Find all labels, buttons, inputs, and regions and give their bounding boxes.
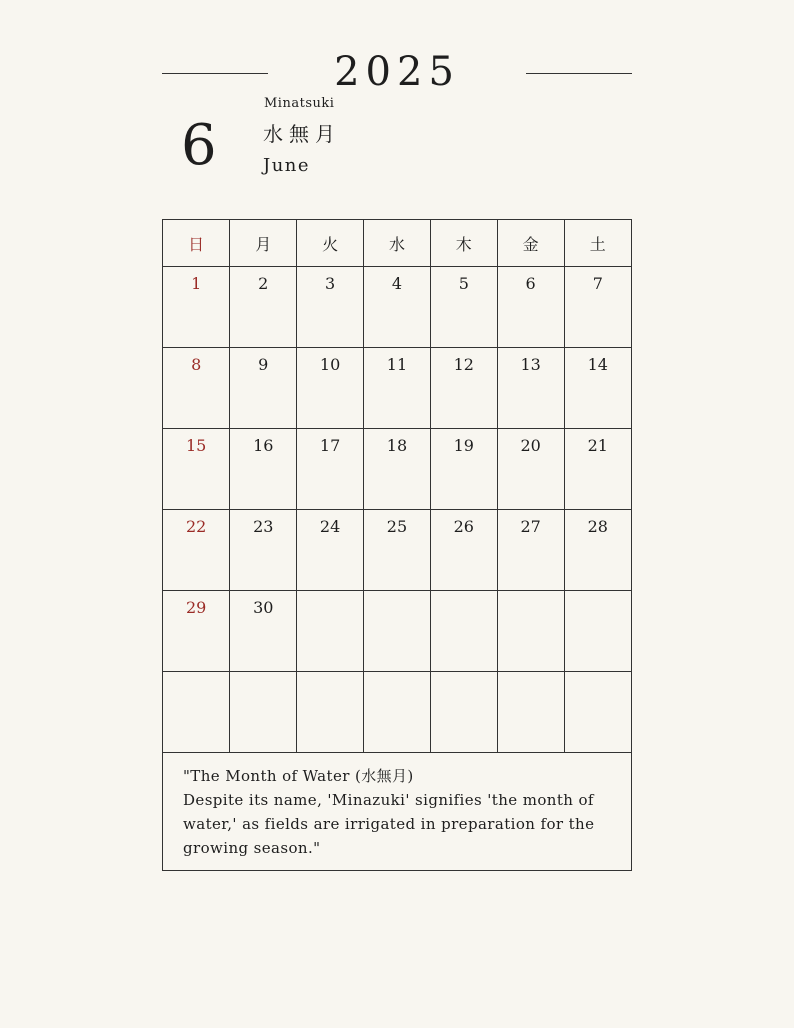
day-number: 24 (319, 517, 341, 536)
day-number: 22 (185, 517, 207, 536)
day-number: 27 (520, 517, 541, 536)
day-number (297, 591, 363, 599)
weekday-monday: 月 (230, 220, 297, 267)
month-romaji: Minatsuki (264, 96, 335, 111)
day-number: 29 (185, 598, 207, 617)
day-cell (564, 429, 631, 510)
day-number: 28 (587, 517, 608, 536)
day-cell (230, 591, 297, 672)
day-cell (364, 672, 431, 753)
day-cell (564, 510, 631, 591)
day-cell (297, 510, 364, 591)
day-number: 9 (258, 355, 269, 374)
header-rule-left (162, 73, 268, 74)
month-note (163, 753, 631, 860)
day-cell (497, 267, 564, 348)
weekday-wednesday: 水 (364, 220, 431, 267)
day-cell (564, 348, 631, 429)
day-number: 26 (453, 517, 474, 536)
day-number: 20 (520, 436, 541, 455)
weekday-thursday: 木 (430, 220, 497, 267)
week-row (163, 348, 631, 429)
day-cell (497, 672, 564, 753)
week-row (163, 510, 631, 591)
day-number (364, 672, 430, 680)
day-cell (163, 429, 230, 510)
calendar-weeks (163, 267, 631, 753)
day-cell (163, 510, 230, 591)
day-cell (297, 267, 364, 348)
day-number: 17 (319, 436, 341, 455)
day-cell (564, 591, 631, 672)
day-cell (297, 672, 364, 753)
day-number: 23 (253, 517, 274, 536)
day-cell (497, 348, 564, 429)
day-cell (497, 510, 564, 591)
day-number (364, 591, 430, 599)
day-cell (364, 267, 431, 348)
day-number: 11 (386, 355, 408, 374)
day-cell (297, 348, 364, 429)
day-number (431, 672, 497, 680)
day-cell (564, 672, 631, 753)
weekday-saturday: 土 (564, 220, 631, 267)
week-row (163, 591, 631, 672)
day-cell (564, 267, 631, 348)
day-cell (230, 267, 297, 348)
day-number: 18 (386, 436, 408, 455)
month-kanji: 水無月 (263, 122, 341, 146)
day-cell (163, 267, 230, 348)
day-number (565, 591, 631, 599)
day-cell (230, 429, 297, 510)
week-row (163, 672, 631, 753)
day-number: 10 (319, 355, 341, 374)
day-number: 7 (592, 274, 603, 293)
day-number: 3 (325, 274, 336, 293)
weekday-friday: 金 (497, 220, 564, 267)
day-cell (297, 429, 364, 510)
day-cell (163, 348, 230, 429)
day-cell (430, 591, 497, 672)
day-cell (497, 591, 564, 672)
calendar-table (163, 220, 631, 753)
month-english: June (263, 155, 311, 176)
day-cell (430, 267, 497, 348)
day-cell (364, 348, 431, 429)
day-number: 30 (253, 598, 274, 617)
day-cell (364, 429, 431, 510)
weekday-sunday: 日 (163, 220, 230, 267)
day-number: 15 (185, 436, 207, 455)
day-number: 25 (386, 517, 408, 536)
day-number: 12 (453, 355, 474, 374)
day-number: 19 (453, 436, 474, 455)
day-number (230, 672, 296, 680)
day-number: 2 (258, 274, 269, 293)
day-cell (364, 510, 431, 591)
header-rule-right (526, 73, 632, 74)
week-row (163, 429, 631, 510)
day-cell (430, 510, 497, 591)
day-number (498, 672, 564, 680)
weekday-tuesday: 火 (297, 220, 364, 267)
day-cell (230, 510, 297, 591)
day-number: 16 (253, 436, 274, 455)
week-row (163, 267, 631, 348)
day-cell (430, 429, 497, 510)
day-number: 8 (191, 355, 202, 374)
day-number: 5 (458, 274, 469, 293)
note-body: Despite its name, 'Minazuki' signifies 'the month of water,' as fields are irrigated in preparation for the growing season." (183, 791, 595, 857)
day-cell (430, 672, 497, 753)
day-cell (230, 348, 297, 429)
day-number: 13 (520, 355, 541, 374)
day-number: 6 (525, 274, 536, 293)
day-cell (430, 348, 497, 429)
day-cell (497, 429, 564, 510)
day-number (565, 672, 631, 680)
day-number: 21 (587, 436, 608, 455)
day-number (297, 672, 363, 680)
day-number (431, 591, 497, 599)
year-title: 2025 (334, 49, 460, 95)
day-number: 1 (191, 274, 202, 293)
weekday-header-row (163, 220, 631, 267)
day-cell (297, 591, 364, 672)
month-number: 6 (181, 113, 217, 178)
day-cell (230, 672, 297, 753)
calendar-grid (162, 219, 632, 871)
day-number: 4 (391, 274, 403, 293)
day-number: 14 (587, 355, 608, 374)
day-number (163, 672, 229, 680)
day-cell (163, 672, 230, 753)
note-title: "The Month of Water (水無月) (183, 767, 414, 785)
day-cell (163, 591, 230, 672)
day-cell (364, 591, 431, 672)
day-number (498, 591, 564, 599)
